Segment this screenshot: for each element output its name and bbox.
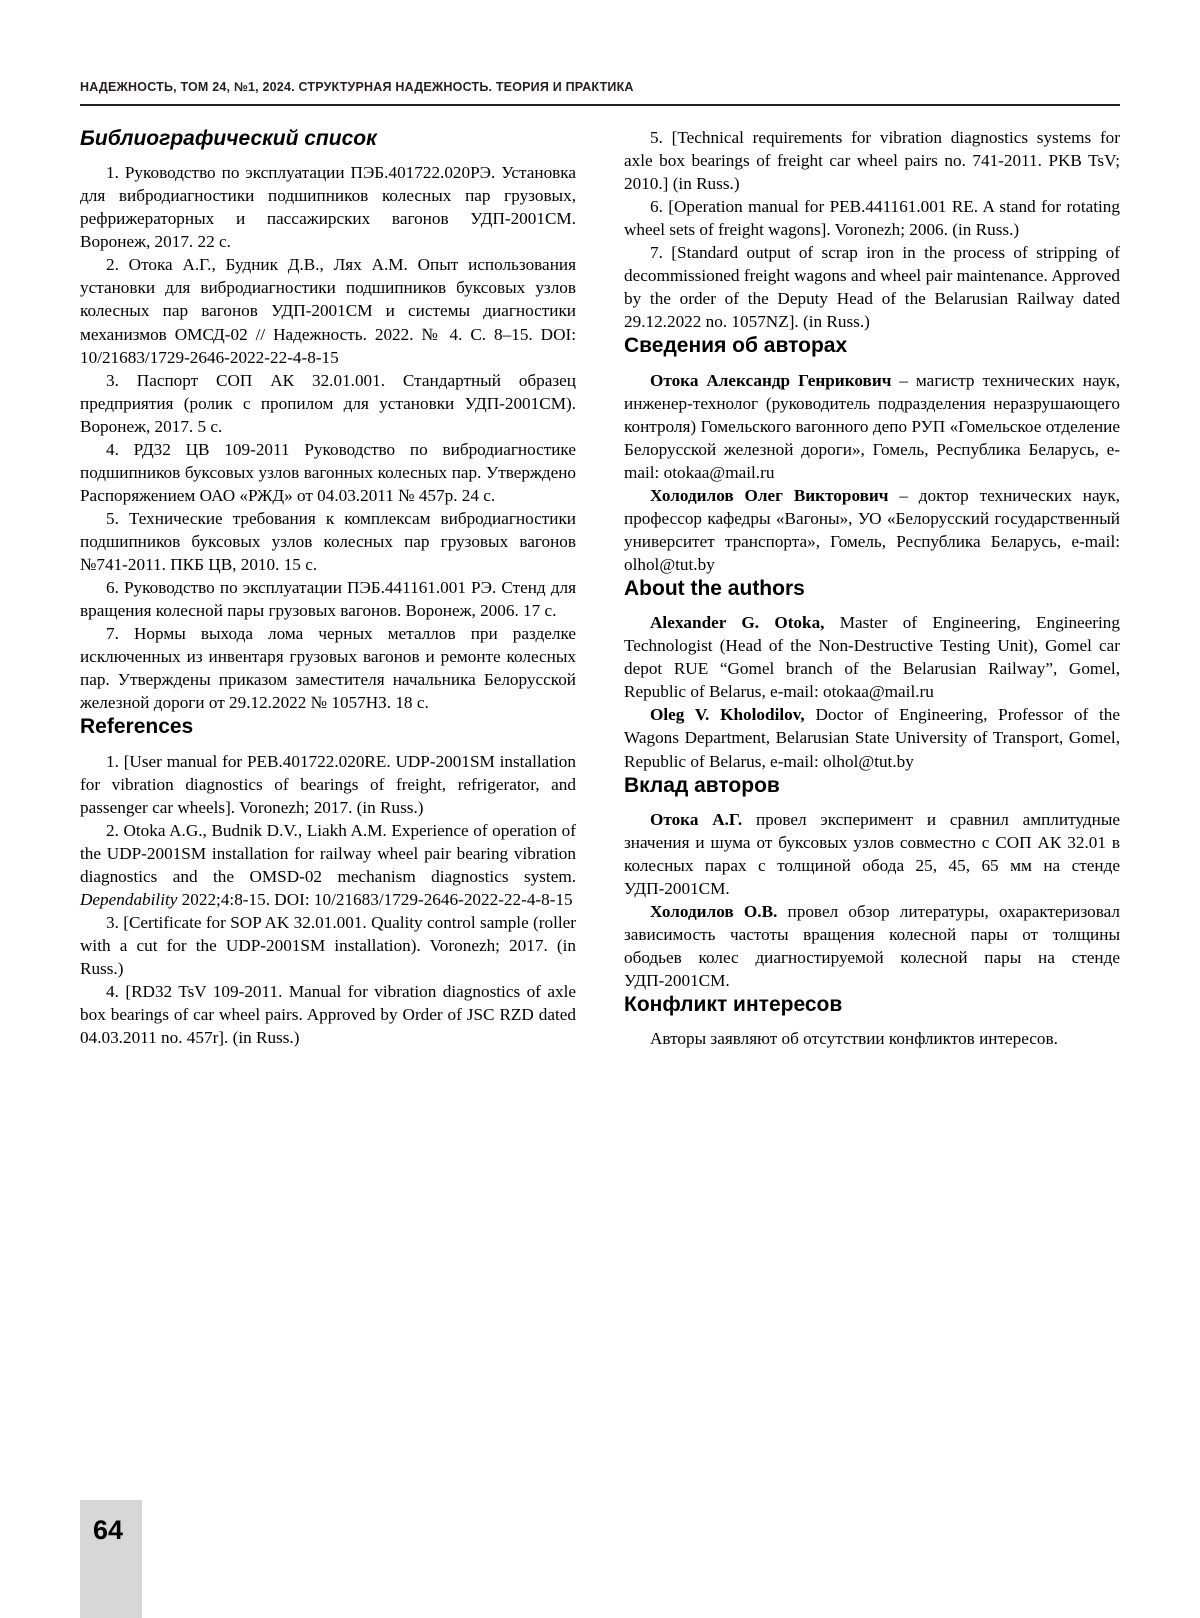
about-authors-en-heading: About the authors bbox=[624, 577, 805, 601]
contribution-text: провел эксперимент и сравнил амплитудные значения и шума от буксовых узлов совместно с СОП АК 32.01 в колесных парах с толщиной обода 25, 45, 65 мм на стенде УДП-2001СМ. bbox=[624, 809, 1120, 898]
author-bio-text: Doctor of Engineering, Professor of the Wagons Department, Belarusian State University of Transport, Gomel, Republic of Belarus, e-mail: olhol@tut.by bbox=[624, 705, 1120, 771]
contribution-text: провел обзор литературы, охарактеризовал зависимость частоты вращения колесной пары от толщины ободьев колес диагностируемой колесной пары на стенде УДП-2001СМ. bbox=[624, 901, 1120, 991]
bibliography-item: 2. Отока А.Г., Будник Д.В., Лях А.М. Опыт использования установки для вибродиагностики подшипников буксовых узлов колесных пар вагонов УДП-2001СМ и системы диагностики механизмов ОМСД-02 // Надежность. 2022. № 4. С. 8–15. DOI: 10/21683/1729-2646-2022-22-4-8-15 bbox=[80, 255, 576, 367]
journal-title: Dependability bbox=[80, 889, 178, 909]
left-column bbox=[80, 126, 576, 1050]
bibliography-item: 6. Руководство по эксплуатации ПЭБ.441161.001 РЭ. Стенд для вращения колесной пары грузовых вагонов. Воронеж, 2006. 17 с. bbox=[80, 578, 576, 621]
reference-item: 1. [User manual for PEB.401722.020RE. UDP-2001SM installation for vibration diagnostics of bearings of freight, refrigerator, and passenger car wheels]. Voronezh; 2017. (in Russ.) bbox=[80, 751, 576, 817]
author-bio-text: – доктор технических наук, профессор кафедры «Вагоны», УО «Белорусский государственный университет транспорта», Гомель, Республика Беларусь, e-mail: olhol@tut.by bbox=[624, 485, 1120, 574]
author-name: Холодилов Олег Викторович bbox=[650, 485, 889, 505]
author-bio-ru bbox=[624, 369, 1120, 484]
bibliography-item: 3. Паспорт СОП АК 32.01.001. Стандартный образец предприятия (ролик с пропилом для установки УДП-2001СМ). Воронеж, 2017. 5 с. bbox=[80, 370, 576, 436]
reference-text: 2. Otoka A.G., Budnik D.V., Liakh A.M. Experience of operation of the UDP-2001SM installation for railway wheel pair bearing vibration diagnostics and the OMSD-02 mechanism diagnostics system. bbox=[80, 820, 576, 886]
about-authors-ru-heading: Сведения об авторах bbox=[624, 334, 848, 358]
author-name: Холодилов О.В. bbox=[650, 901, 778, 921]
author-name: Отока А.Г. bbox=[650, 809, 743, 829]
conflict-text: Авторы заявляют об отсутствии конфликтов интересов. bbox=[650, 1029, 1058, 1049]
page-columns bbox=[80, 126, 1120, 1050]
right-column bbox=[624, 126, 1120, 1050]
contribution-item bbox=[624, 900, 1120, 992]
running-head: НАДЕЖНОСТЬ, ТОМ 24, №1, 2024. СТРУКТУРНАЯ НАДЕЖНОСТЬ. ТЕОРИЯ И ПРАКТИКА bbox=[80, 80, 634, 94]
contribution-item bbox=[624, 808, 1120, 900]
reference-item: 5. [Technical requirements for vibration diagnostics systems for axle box bearings of freight car wheel pairs no. 741-2011. PKB TsV; 2010.] (in Russ.) bbox=[624, 128, 1120, 194]
reference-text-tail: 2022;4:8-15. DOI: 10/21683/1729-2646-2022-22-4-8-15 bbox=[177, 889, 573, 909]
bibliography-item: 5. Технические требования к комплексам вибродиагностики подшипников буксовых узлов колесных пар грузовых вагонов №741-2011. ПКБ ЦВ, 2010. 15 с. bbox=[80, 508, 576, 574]
reference-item bbox=[80, 819, 576, 911]
bibliography-item: 7. Нормы выхода лома черных металлов при разделке исключенных из инвентаря грузовых вагонов и ремонте колесных пар. Утверждены приказом заместителя начальника Белорусской железной дороги от 29.12.2022 № 1057НЗ. 18 с. bbox=[80, 624, 576, 713]
bibliography-heading: Библиографический список bbox=[80, 127, 377, 150]
author-bio-ru bbox=[624, 484, 1120, 576]
references-heading: References bbox=[80, 715, 194, 739]
author-bio-text: Master of Engineering, Engineering Technologist (Head of the Non-Destructive Testing Unit), Gomel car depot RUE “Gomel branch of the Belarusian Railway”, Gomel, Republic of Belarus, e-mail: otokaa@mail.ru bbox=[624, 613, 1120, 702]
contribution-heading: Вклад авторов bbox=[624, 773, 780, 797]
reference-item: 4. [RD32 TsV 109-2011. Manual for vibration diagnostics of axle box bearings of car wheel pairs. Approved by Order of JSC RZD dated 04.03.2011 no. 457r]. (in Russ.) bbox=[80, 981, 576, 1048]
author-bio-text: – магистр технических наук, инженер-технолог (руководитель подразделения неразрушающего контроля) Гомельского вагонного депо РУП «Гомельское отделение Белорусской железной дороги», Гомель, Республика Беларусь, e-mail: otokaa@mail.ru bbox=[624, 370, 1120, 482]
conflict-heading: Конфликт интересов bbox=[624, 993, 843, 1017]
author-name: Alexander G. Otoka, bbox=[650, 613, 825, 633]
header-divider bbox=[80, 104, 1120, 106]
author-bio-en bbox=[624, 611, 1120, 703]
reference-item: 6. [Operation manual for PEB.441161.001 RE. A stand for rotating wheel sets of freight wagons]. Voronezh; 2006. (in Russ.) bbox=[624, 197, 1120, 240]
bibliography-item: 4. РД32 ЦВ 109-2011 Руководство по вибродиагностике подшипников буксовых узлов вагонных колесных пар. Утверждено Распоряжением ОАО «РЖД» от 04.03.2011 № 457р. 24 с. bbox=[80, 439, 576, 505]
author-name: Отока Александр Генрикович bbox=[650, 370, 892, 390]
bibliography-item: 1. Руководство по эксплуатации ПЭБ.401722.020РЭ. Установка для вибродиагностики подшипников колесных пар грузовых, рефрижераторных и пассажирских вагонов УДП-2001СМ. Воронеж, 2017. 22 с. bbox=[80, 163, 576, 252]
page-number: 64 bbox=[93, 1515, 124, 1545]
author-bio-en bbox=[624, 703, 1120, 772]
reference-item: 3. [Certificate for SOP AK 32.01.001. Quality control sample (roller with a cut for the UDP-2001SM installation). Voronezh; 2017. (in Russ.) bbox=[80, 912, 576, 978]
author-name: Oleg V. Kholodilov, bbox=[650, 705, 805, 725]
reference-item: 7. [Standard output of scrap iron in the process of stripping of decommissioned freight wagons and wheel pair maintenance. Approved by the order of the Deputy Head of the Belarusian Railway dated 29.12.2022 no. 1057NZ]. (in Russ.) bbox=[624, 243, 1120, 332]
